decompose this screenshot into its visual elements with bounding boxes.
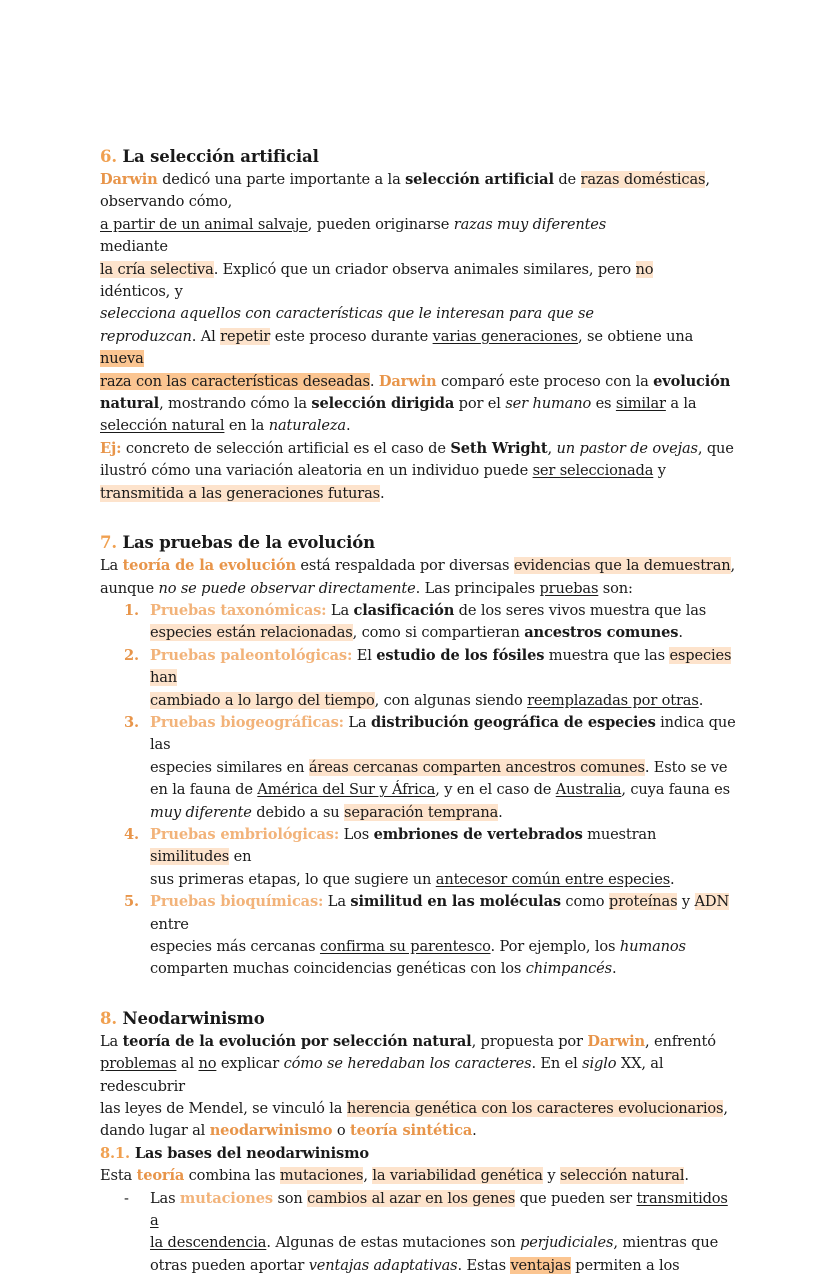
- text: . Al: [191, 327, 221, 345]
- text: y: [653, 462, 666, 480]
- italic-text: ventajas adaptativas: [308, 1256, 458, 1274]
- term: Seth Wright: [450, 439, 548, 457]
- highlight: mutaciones: [279, 1167, 364, 1185]
- term: selección artificial: [405, 171, 554, 188]
- document-content: [100, 145, 736, 1277]
- italic-text: cómo se heredaban los caracteres: [283, 1055, 532, 1073]
- highlight: repetir: [220, 327, 271, 345]
- text: dedicó una parte importante a la: [157, 171, 406, 188]
- text: .: [369, 372, 379, 390]
- text: es: [591, 395, 616, 413]
- section-title: Neodarwinismo: [122, 1008, 265, 1028]
- dash-bullet: -: [124, 1189, 129, 1207]
- text: , se obtiene una: [578, 327, 694, 345]
- text: o: [332, 1122, 351, 1140]
- highlight: transmitida a las generaciones futuras: [100, 484, 380, 502]
- term: teoría: [136, 1167, 185, 1185]
- text: , con algunas siendo: [374, 691, 528, 709]
- text: .: [380, 484, 385, 502]
- text: .: [345, 417, 351, 435]
- text: de: [553, 171, 581, 188]
- highlight: evidencias que la demuestran: [513, 557, 731, 575]
- italic-text: un pastor de ovejas: [556, 439, 698, 457]
- text: al: [176, 1055, 199, 1073]
- italic-text: humanos: [619, 938, 686, 955]
- section-7-intro: [100, 555, 736, 600]
- text: Esta: [100, 1167, 137, 1185]
- text: XX, al redescubrir las leyes de Mendel, se vinculó la: [100, 1055, 664, 1118]
- text: mediante: [100, 238, 168, 256]
- text: , enfrentó: [645, 1032, 716, 1050]
- highlight: cambios al azar en los genes: [307, 1189, 516, 1207]
- text: La: [100, 557, 123, 575]
- highlight: separación temprana: [344, 803, 499, 821]
- italic-text: muy diferente: [150, 803, 252, 821]
- text: Las: [150, 1189, 180, 1207]
- text: , mientras que otras pueden aportar: [150, 1234, 719, 1274]
- text: La: [100, 1032, 123, 1050]
- text: por el: [454, 395, 506, 413]
- term: teoría de la evolución: [122, 557, 296, 575]
- item-label: Pruebas paleontológicas:: [150, 646, 353, 664]
- text: comparten muchas coincidencias genéticas con los: [150, 960, 526, 978]
- example-label: Ej:: [100, 439, 122, 457]
- evidence-list: [100, 600, 736, 981]
- text: . Estas: [457, 1256, 511, 1274]
- subsection-title: Las bases del neodarwinismo: [134, 1144, 369, 1162]
- section-number: 7.: [100, 533, 117, 553]
- item-label: Pruebas taxonómicas:: [150, 601, 327, 619]
- item-label: Pruebas embriológicas:: [150, 825, 340, 843]
- text: este proceso durante: [270, 327, 433, 345]
- list-item: [100, 1188, 736, 1277]
- italic-text: naturaleza: [268, 417, 346, 435]
- subsection-8-1-heading: [100, 1143, 736, 1165]
- highlight: ADN: [694, 893, 730, 911]
- text: , pueden originarse: [307, 215, 454, 233]
- section-6-heading: [100, 145, 736, 169]
- section-title: La selección artificial: [122, 147, 319, 166]
- text: comparó este proceso con la: [436, 372, 654, 390]
- text: idénticos, y: [100, 283, 183, 301]
- text: , que ilustró cómo una variación aleatoria en un individuo puede: [100, 439, 734, 480]
- text: La: [343, 713, 371, 731]
- text: indica que las especies similares en: [150, 713, 736, 776]
- text: .: [678, 624, 683, 642]
- term: estudio de los fósiles: [376, 646, 545, 664]
- text: . Esto se ve en la fauna de: [150, 758, 728, 799]
- term: selección dirigida: [311, 395, 455, 413]
- text: , como si compartieran: [352, 624, 525, 642]
- text: . Por ejemplo, los: [490, 938, 620, 955]
- term: similitud en las moléculas: [350, 893, 561, 911]
- section-number: 6.: [100, 147, 117, 166]
- text: permiten a los: [570, 1256, 680, 1274]
- term-darwin: Darwin: [378, 372, 437, 390]
- text: , aunque: [100, 557, 736, 597]
- list-number: 1.: [124, 601, 139, 619]
- underlined-text: selección natural: [100, 417, 225, 435]
- highlight: especies han cambiado a lo largo del tiempo: [150, 646, 732, 709]
- text: , propuesta por: [471, 1032, 588, 1050]
- subsection-number: 8.1.: [100, 1144, 130, 1162]
- underlined-text: Australia: [555, 781, 622, 799]
- section-7-heading: [100, 531, 736, 555]
- term: teoría de la evolución por selección natural: [122, 1032, 472, 1050]
- underlined-text: similar: [615, 395, 666, 413]
- text: .: [498, 803, 503, 821]
- underlined-text: antecesor común entre especies: [435, 870, 671, 888]
- text: La: [326, 601, 354, 619]
- term: ancestros comunes: [524, 624, 679, 642]
- text: , cuya fauna es: [621, 781, 730, 799]
- term: evolución natural: [100, 372, 731, 413]
- list-number: 5.: [124, 893, 139, 911]
- term: distribución geográfica de especies: [370, 713, 656, 731]
- section-8-paragraph: [100, 1031, 736, 1143]
- text: . Algunas de estas mutaciones son: [266, 1234, 521, 1252]
- list-item: [100, 891, 736, 981]
- text: debido a su: [251, 803, 345, 821]
- term: mutaciones: [179, 1189, 273, 1207]
- underlined-text: ser seleccionada: [532, 462, 654, 480]
- text: .: [612, 960, 617, 978]
- section-6-paragraph: [100, 169, 736, 438]
- term: clasificación: [353, 601, 455, 619]
- item-label: Pruebas biogeográficas:: [150, 713, 344, 731]
- list-item: [100, 824, 736, 891]
- highlight: no: [635, 260, 654, 278]
- italic-text: siglo: [582, 1055, 617, 1073]
- term: teoría sintética: [350, 1122, 473, 1140]
- section-number: 8.: [100, 1008, 117, 1028]
- text: y: [542, 1167, 560, 1185]
- italic-text: ser humano: [505, 395, 592, 413]
- bullet-list: [100, 1188, 736, 1277]
- text: como: [560, 893, 609, 911]
- text: .: [684, 1167, 689, 1185]
- text: está respaldada por diversas: [295, 557, 514, 575]
- term-darwin: Darwin: [587, 1032, 645, 1050]
- text: en sus primeras etapas, lo que sugiere un: [150, 848, 436, 888]
- text: Los: [339, 825, 374, 843]
- highlight: razas domésticas: [580, 171, 706, 188]
- highlight: selección natural: [559, 1167, 685, 1185]
- text: explicar: [216, 1055, 284, 1073]
- text: concreto de selección artificial es el caso de: [121, 439, 451, 457]
- underlined-text: a partir de un animal salvaje: [100, 215, 308, 233]
- term: embriones de vertebrados: [373, 825, 583, 843]
- strong-highlight: nueva raza con las características deseadas: [100, 350, 370, 390]
- section-8-heading: [100, 1007, 736, 1031]
- underlined-text: transmitidos a la descendencia: [150, 1189, 728, 1252]
- list-number: 3.: [124, 713, 139, 731]
- text: .: [698, 691, 704, 709]
- text: en la: [224, 417, 269, 435]
- list-item: [100, 600, 736, 645]
- list-item: [100, 712, 736, 824]
- text: .: [670, 870, 675, 888]
- text: , observando cómo,: [100, 171, 710, 211]
- highlight: la cría selectiva: [100, 260, 214, 278]
- text: muestran: [582, 825, 657, 843]
- text: El: [352, 646, 377, 664]
- underlined-text: varias generaciones: [432, 327, 579, 345]
- italic-text: perjudiciales: [520, 1234, 614, 1252]
- highlight: herencia genética con los caracteres evolucionarios: [346, 1100, 724, 1118]
- underlined-text: reemplazadas por otras: [527, 691, 699, 709]
- italic-text: chimpancés: [525, 960, 613, 978]
- text: . Explicó que un criador observa animales similares, pero: [213, 260, 636, 278]
- list-item: [100, 645, 736, 712]
- text: , y en el caso de: [435, 781, 556, 799]
- text: . Las principales: [415, 579, 540, 597]
- underlined-text: no: [198, 1055, 217, 1073]
- italic-text: no se puede observar directamente: [158, 579, 416, 597]
- text: La: [323, 893, 351, 911]
- strong-highlight: ventajas: [510, 1256, 571, 1274]
- text: . En el: [531, 1055, 583, 1073]
- text: a la: [665, 395, 697, 413]
- text: de los seres vivos muestra que las: [454, 601, 707, 619]
- underlined-text: pruebas: [539, 579, 599, 597]
- text: que pueden ser: [515, 1189, 637, 1207]
- highlight: áreas cercanas comparten ancestros comunes: [308, 758, 645, 776]
- example-paragraph: [100, 438, 736, 505]
- text: muestra que las: [544, 646, 670, 664]
- underlined-text: confirma su parentesco: [319, 938, 491, 955]
- text: , dando lugar al: [100, 1100, 728, 1140]
- text: ,: [363, 1167, 373, 1185]
- text: .: [472, 1122, 477, 1140]
- item-label: Pruebas bioquímicas:: [150, 893, 324, 911]
- text: , mostrando cómo la: [159, 395, 312, 413]
- italic-text: selecciona aquellos con características que le interesan para que se reproduzcan: [100, 305, 594, 345]
- term-darwin: Darwin: [100, 171, 158, 188]
- highlight: similitudes: [150, 848, 230, 866]
- term: neodarwinismo: [209, 1122, 333, 1140]
- highlight: especies están relacionadas: [150, 624, 353, 642]
- list-number: 2.: [124, 646, 139, 664]
- underlined-text: problemas: [100, 1055, 177, 1073]
- section-title: Las pruebas de la evolución: [122, 533, 375, 553]
- list-number: 4.: [124, 825, 139, 843]
- italic-text: razas muy diferentes: [453, 215, 607, 233]
- text: son:: [598, 579, 633, 597]
- highlight: proteínas: [608, 893, 678, 911]
- text: ,: [547, 439, 557, 457]
- highlight: la variabilidad genética: [372, 1167, 543, 1185]
- text: son: [272, 1189, 308, 1207]
- text: entre especies más cercanas: [150, 915, 320, 955]
- text: combina las: [184, 1167, 280, 1185]
- underlined-text: América del Sur y África: [257, 781, 436, 799]
- text: y: [677, 893, 695, 911]
